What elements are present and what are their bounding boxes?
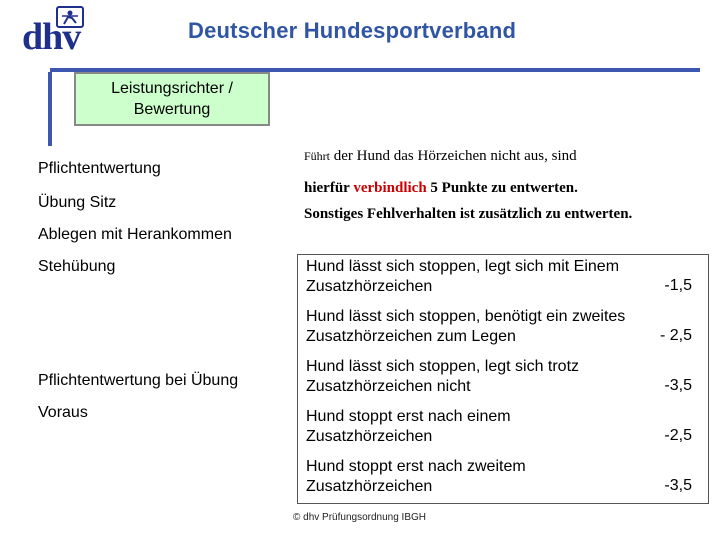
logo-text: dhv (22, 16, 81, 58)
table-row (298, 255, 708, 305)
deduction-value: -1,5 (664, 277, 692, 294)
rule-line-2-end: 5 Punkte zu entwerten. (426, 180, 578, 196)
table-row (298, 305, 708, 355)
deduction-value: -3,5 (664, 377, 692, 394)
deduction-value: -2,5 (664, 427, 692, 444)
deduction-description: Hund lässt sich stoppen, legt sich mit Einem Zusatzhörzeichen (306, 258, 620, 295)
copyright-note: © dhv Prüfungsordnung IBGH (293, 512, 426, 523)
rule-line-2-start: hierfür (304, 180, 354, 196)
label-stehuebung: Stehübung (38, 258, 116, 275)
rule-line-3: Sonstiges Fehlverhalten ist zusätzlich zu entwerten. (304, 206, 633, 222)
label-uebung-sitz: Übung Sitz (38, 194, 117, 211)
table-row (298, 405, 708, 455)
rule-line-1-text: der Hund das Hörzeichen nicht aus, sind (333, 148, 577, 164)
deduction-value: -3,5 (664, 477, 692, 494)
label-ablegen: Ablegen mit Herankommen (38, 226, 232, 243)
deduction-description: Hund stoppt erst nach zweitem Zusatzhörzeichen (306, 458, 526, 495)
table-row (298, 455, 708, 505)
deduction-table (297, 254, 709, 504)
rule-line-2 (304, 180, 578, 197)
deduction-description: Hund lässt sich stoppen, legt sich trotz Zusatzhörzeichen nicht (306, 358, 580, 395)
rule-line-1 (304, 148, 577, 165)
rule-highlight-word: verbindlich (353, 180, 427, 196)
table-row (298, 355, 708, 405)
slide-title-box (74, 72, 270, 126)
organization-title: Deutscher Hundesportverband (188, 18, 517, 43)
rule-line-1-prefix: Führt (304, 149, 331, 163)
deduction-value: - 2,5 (659, 327, 692, 344)
dhv-logo (22, 6, 92, 58)
deduction-description: Hund stoppt erst nach einem Zusatzhörzeichen (306, 408, 511, 445)
label-voraus: Voraus (38, 404, 88, 421)
label-pflichtentwertung: Pflichtentwertung (38, 160, 161, 177)
deduction-description: Hund lässt sich stoppen, benötigt ein zweites Zusatzhörzeichen zum Legen (306, 308, 626, 345)
label-pflichtentwertung-uebung: Pflichtentwertung bei Übung (38, 372, 239, 389)
header-side-bar (48, 72, 52, 146)
slide-title: Leistungsrichter / Bewertung (111, 80, 233, 118)
